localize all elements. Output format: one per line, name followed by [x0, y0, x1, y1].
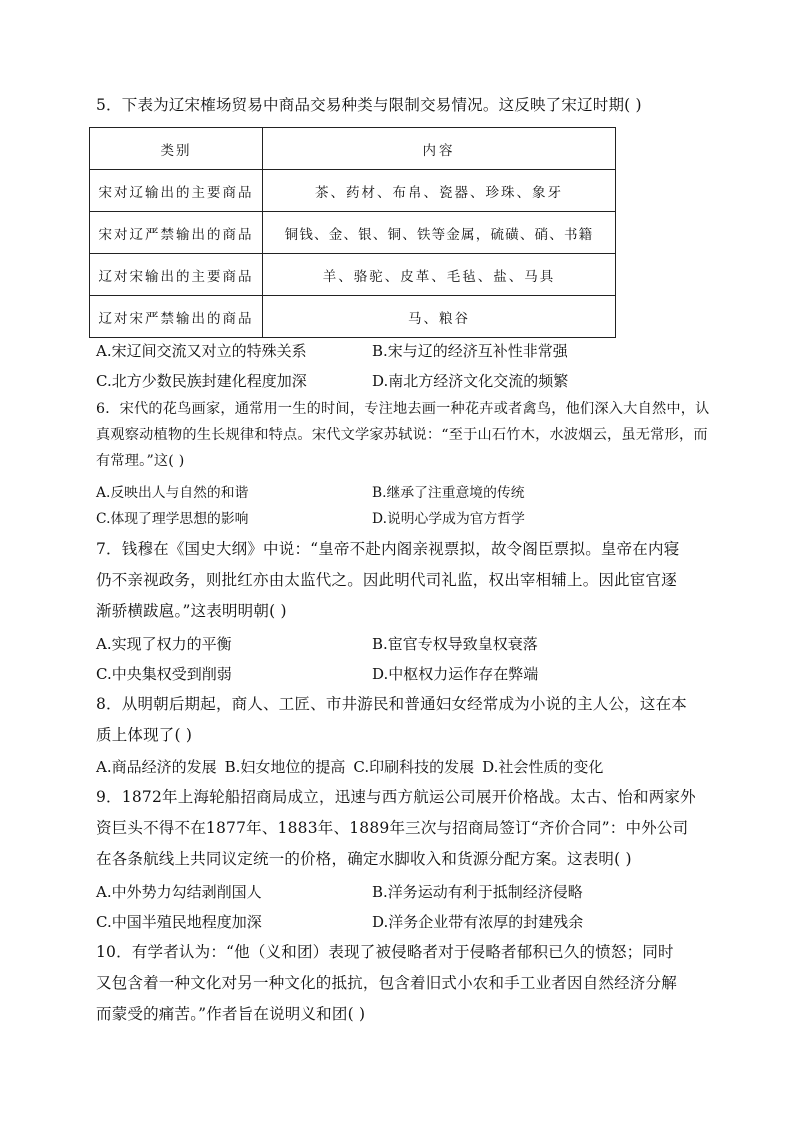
option-c[interactable]: C.北方少数民族封建化程度加深 [96, 371, 307, 390]
option-row [96, 504, 716, 530]
table-row [90, 170, 616, 212]
question-7-options [96, 628, 716, 688]
option-a[interactable]: A.反映出人与自然的和谐 [96, 485, 249, 501]
table-cell: 辽对宋输出的主要商品 [90, 254, 263, 296]
question-7-line: 仍不亲视政务，则批红亦由太监代之。因此明代司礼监，权出宰相辅上。因此宦官逐 [96, 571, 677, 589]
question-8-line: 质上体现了( ) [96, 726, 193, 744]
option-row [96, 365, 716, 395]
question-7-line: 渐骄横跋扈。”这表明明朝( ) [96, 602, 287, 620]
table-cell: 马、粮谷 [263, 296, 616, 338]
question-9-line: 资巨头不得不在1877年、1883年、1889年三次与招商局签订“齐价合同”：中外公司 [96, 819, 689, 837]
table-row [90, 212, 616, 254]
question-9-line: 9．1872年上海轮船招商局成立，迅速与西方航运公司展开价格战。太古、怡和两家外 [96, 788, 696, 806]
question-9-options [96, 876, 716, 936]
table-cell: 羊、骆驼、皮革、毛毡、盐、马具 [263, 254, 616, 296]
option-b[interactable]: B.宦官专权导致皇权衰落 [372, 634, 538, 653]
option-c[interactable]: C.中央集权受到削弱 [96, 664, 232, 683]
question-6 [96, 396, 716, 474]
option-row [96, 751, 716, 781]
option-d[interactable]: D.中枢权力运作存在弊端 [372, 664, 539, 683]
trade-table [89, 127, 616, 338]
table-cell: 辽对宋严禁输出的商品 [90, 296, 263, 338]
table-cell: 宋对辽输出的主要商品 [90, 170, 263, 212]
option-c[interactable]: C.印刷科技的发展 [353, 757, 475, 776]
question-10-line: 10．有学者认为：“他（义和团）表现了被侵略者对于侵略者郁积已久的愤怒；同时 [96, 943, 674, 961]
question-5-stem: 5．下表为辽宋榷场贸易中商品交易种类与限制交易情况。这反映了宋辽时期( ) [96, 96, 642, 114]
question-8-line: 8．从明朝后期起，商人、工匠、市井游民和普通妇女经常成为小说的主人公，这在本 [96, 695, 687, 713]
table-row [90, 296, 616, 338]
option-b[interactable]: B.妇女地位的提高 [224, 757, 346, 776]
option-b[interactable]: B.洋务运动有利于抵制经济侵略 [372, 882, 583, 901]
question-6-line: 真观察动植物的生长规律和特点。宋代文学家苏轼说：“至于山石竹木，水波烟云，虽无常形，而 [96, 427, 708, 443]
option-d[interactable]: D.社会性质的变化 [482, 757, 604, 776]
option-c[interactable]: C.体现了理学思想的影响 [96, 511, 249, 527]
option-row [96, 335, 716, 365]
question-5 [96, 90, 700, 121]
question-6-options [96, 478, 716, 530]
table-header-content: 内容 [263, 128, 616, 170]
option-row [96, 876, 716, 906]
table-header-category: 类别 [90, 128, 263, 170]
option-row [96, 628, 716, 658]
option-a[interactable]: A.商品经济的发展 [96, 757, 217, 776]
option-a[interactable]: A.实现了权力的平衡 [96, 634, 232, 653]
table-header-row [90, 128, 616, 170]
option-d[interactable]: D.说明心学成为官方哲学 [372, 511, 525, 527]
table-cell: 宋对辽严禁输出的商品 [90, 212, 263, 254]
option-a[interactable]: A.中外势力勾结剥削国人 [96, 882, 262, 901]
option-row [96, 658, 716, 688]
question-6-line: 6．宋代的花鸟画家，通常用一生的时间，专注地去画一种花卉或者禽鸟，他们深入大自然中，认 [96, 401, 710, 417]
option-c[interactable]: C.中国半殖民地程度加深 [96, 912, 262, 931]
question-8 [96, 689, 700, 751]
question-10-line: 而蒙受的痛苦。”作者旨在说明义和团( ) [96, 1005, 366, 1023]
question-7 [96, 534, 700, 627]
option-b[interactable]: B.宋与辽的经济互补性非常强 [372, 341, 568, 360]
option-row [96, 906, 716, 936]
option-d[interactable]: D.南北方经济文化交流的频繁 [372, 371, 569, 390]
question-5-options [96, 335, 716, 395]
table-row [90, 254, 616, 296]
question-10-line: 又包含着一种文化对另一种文化的抵抗，包含着旧式小农和手工业者因自然经济分解 [96, 974, 677, 992]
question-8-options [96, 751, 716, 781]
option-d[interactable]: D.洋务企业带有浓厚的封建残余 [372, 912, 584, 931]
table-cell: 铜钱、金、银、铜、铁等金属，硫磺、硝、书籍 [263, 212, 616, 254]
question-6-line: 有常理。”这( ) [96, 453, 185, 469]
table-cell: 茶、药材、布帛、瓷器、珍珠、象牙 [263, 170, 616, 212]
option-b[interactable]: B.继承了注重意境的传统 [372, 485, 525, 501]
question-9-line: 在各条航线上共同议定统一的价格，确定水脚收入和货源分配方案。这表明( ) [96, 850, 632, 868]
question-10 [96, 937, 700, 1030]
question-7-line: 7．钱穆在《国史大纲》中说：“皇帝不赴内阁亲视票拟，故令阁臣票拟。皇帝在内寝 [96, 540, 680, 558]
question-9 [96, 782, 700, 875]
option-a[interactable]: A.宋辽间交流又对立的特殊关系 [96, 341, 307, 360]
option-row [96, 478, 716, 504]
